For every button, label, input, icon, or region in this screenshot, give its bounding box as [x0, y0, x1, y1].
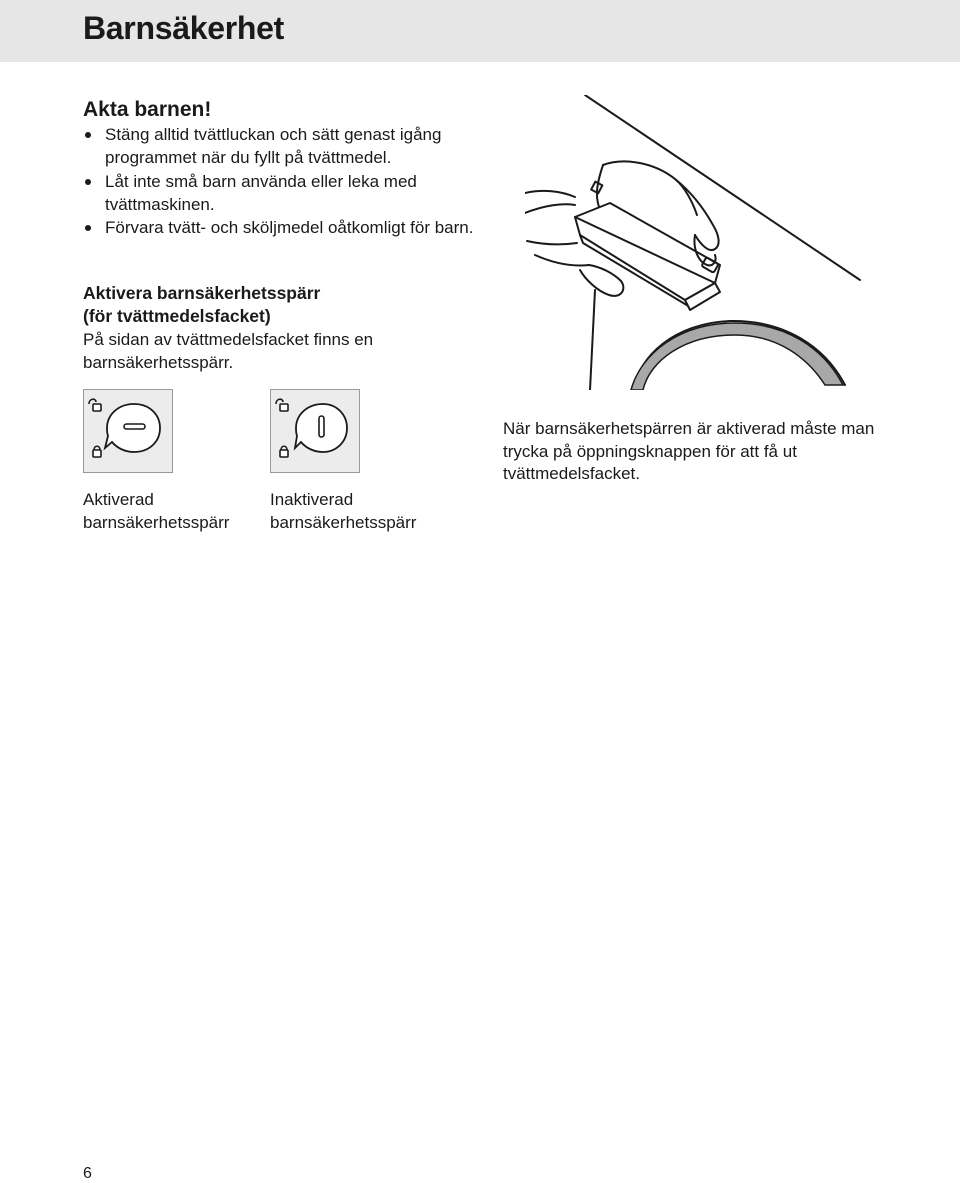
closed-padlock-icon — [93, 446, 101, 457]
door-seal — [631, 323, 843, 390]
closed-padlock-icon — [280, 446, 288, 457]
bullet-icon — [85, 179, 91, 185]
warning-list — [83, 123, 483, 239]
deactivated-lock-panel — [270, 389, 360, 473]
section-body: På sidan av tvättmedelsfacket finns en barnsäkerhetsspärr. — [83, 330, 374, 373]
open-padlock-icon — [89, 399, 101, 411]
section-heading-line2: (för tvättmedelsfacket) — [83, 306, 271, 326]
bullet-icon — [85, 132, 91, 138]
deactivated-caption-line2: barnsäkerhetsspärr — [270, 512, 417, 532]
list-item — [83, 216, 483, 239]
vertical-slot-lock-icon — [271, 390, 361, 474]
deactivated-caption-line1: Inaktiverad — [270, 490, 354, 509]
activated-caption — [83, 489, 229, 534]
list-item-text: Förvara tvätt- och sköljmedel oåtkomligt för barn. — [105, 218, 474, 238]
child-lock-note: När barnsäkerhetspärren är aktiverad måste man trycka på öppningsknappen för att få ut tvättmedelsfacket. — [503, 419, 875, 483]
deactivated-caption — [270, 489, 416, 534]
activated-lock-panel — [83, 389, 173, 473]
list-item — [83, 170, 483, 217]
horizontal-slot-lock-icon — [84, 390, 174, 474]
activated-caption-line2: barnsäkerhetsspärr — [83, 512, 230, 532]
hand-pressing-detergent-drawer-illustration — [525, 95, 865, 390]
page-number: 6 — [83, 1165, 92, 1182]
activated-caption-line1: Aktiverad — [83, 490, 154, 509]
list-item — [83, 123, 483, 170]
page-title: Barnsäkerhet — [83, 10, 284, 46]
section-heading — [83, 282, 523, 328]
list-item-text: Stäng alltid tvättluckan och sätt genast igång programmet när du fyllt på tvättmedel. — [105, 125, 442, 168]
warning-heading: Akta barnen! — [83, 98, 212, 121]
bullet-icon — [85, 225, 91, 231]
title-bar — [0, 0, 960, 62]
list-item-text: Låt inte små barn använda eller leka med tvättmaskinen. — [105, 171, 417, 214]
section-heading-line1: Aktivera barnsäkerhetsspärr — [83, 283, 321, 303]
open-padlock-icon — [276, 399, 288, 411]
